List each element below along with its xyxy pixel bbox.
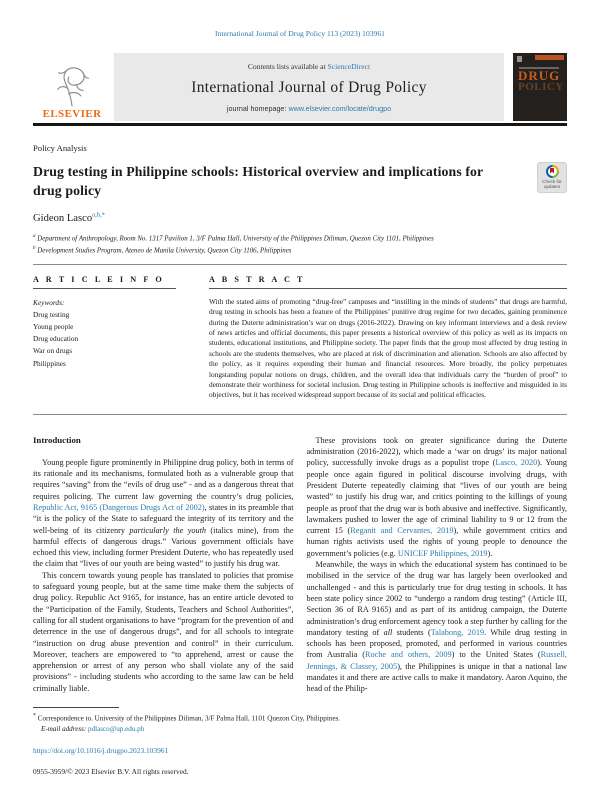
abstract-heading: A B S T R A C T: [209, 274, 306, 284]
elsevier-wordmark: ELSEVIER: [42, 108, 102, 120]
text-segment: ) to the United States (: [451, 650, 541, 660]
author-name[interactable]: Gideon Lasco: [33, 213, 93, 225]
citation-link[interactable]: Reganit and Cervantes, 2019: [350, 526, 454, 536]
article-title: Drug testing in Philippine schools: Historical overview and implications for drug policy: [33, 163, 484, 198]
text-segment: Young people figure prominently in Philippine drug policy, both in terms of its rationale and its mechanisms, formulated both as a vulnerable group that requires “saving” from the “evils of drug use” - and as a dangerous threat that requires policing. The current law governing the country’s drug policies,: [33, 457, 294, 501]
text-segment: ).: [487, 548, 493, 558]
elsevier-tree-icon: [50, 64, 94, 108]
body-paragraph: [307, 435, 568, 559]
text-segment: , states in its preamble that “it is the policy of the State to safeguard the integrity of its territory and the well-being of its citizenry: [33, 502, 294, 535]
body-right-column: [307, 435, 568, 695]
author-line: [33, 213, 567, 224]
info-abstract-section: [33, 275, 567, 401]
citation-link[interactable]: Lasco, 2020: [495, 458, 538, 468]
email-link[interactable]: pdlasco@up.edu.ph: [88, 724, 145, 733]
citation-link[interactable]: Roche and others, 2009: [365, 650, 452, 660]
text-segment: . While drug testing in schools has been proposed, promoted, and performed in various countries from Australia (: [306, 627, 567, 660]
check-for-updates-badge[interactable]: [537, 162, 567, 193]
sciencedirect-link[interactable]: ScienceDirect: [327, 62, 371, 71]
text-segment: (italics mine), from the harmful effects of dangerous drugs.” Various government officials have echoed this view, including former President Duterte, who has repeatedly used the claim that “lives of our youth are being wasted” to justify his drug war.: [33, 525, 294, 569]
text-segment: ). Young people once again figured in political discourse involving drugs, with President Duterte repeatedly claiming that “lives of our youth are being wasted” to justify his drug war, and critics pointing to the killings of young people as proof that the drug war is both abusive and ineffective. Significantly, lawmakers pushed to lower the age of criminal liability to 9 or 12 from the current 15 (: [306, 458, 568, 536]
title-row: [33, 162, 567, 201]
citation-link[interactable]: Republic Act, 9165 (Dangerous Drugs Act of 2002): [33, 502, 205, 512]
text-segment: ), the Philippines is unique in that a national law mandates it and there are active calls to make it mandatory. Aaron Aquino, the head of the Philip-: [306, 661, 567, 694]
masthead-divider: [33, 123, 567, 126]
running-head-citation[interactable]: International Journal of Drug Policy 113 (2023) 103961: [215, 29, 385, 38]
article-type-label: Policy Analysis: [33, 142, 87, 153]
footnote-divider: [33, 707, 119, 708]
right-column-paragraphs: [307, 435, 568, 695]
article-info-heading: A R T I C L E I N F O: [33, 274, 165, 284]
citation-link[interactable]: Talabong, 2019: [430, 627, 485, 637]
email-line: [33, 724, 567, 734]
keyword-item: Drug testing: [33, 309, 70, 319]
keyword-item: War on drugs: [33, 346, 73, 356]
affiliations: [33, 233, 567, 256]
journal-cover-thumbnail[interactable]: [513, 53, 567, 121]
text-segment: ), while government critics and human rights activists used the rights of young people to denounce the government’s policies (e.g.: [306, 526, 568, 558]
article-info-column: [33, 275, 176, 401]
elsevier-logo[interactable]: [33, 53, 111, 121]
text-segment: all: [383, 627, 393, 637]
homepage-line: [118, 104, 500, 113]
abstract-divider: [33, 414, 567, 415]
body-paragraph: [33, 570, 294, 694]
contents-prefix: Contents lists available at: [247, 62, 328, 71]
bookmark-icon: [550, 168, 554, 174]
doi-link[interactable]: https://doi.org/10.1016/j.drugpo.2023.103961: [33, 745, 169, 755]
correspondence-line: * Correspondence to. University of the Philippines Diliman, 3/F Palma Hall, 1101 Quezon City, Philippines.: [33, 713, 341, 723]
contents-line: [118, 62, 500, 71]
body-paragraph: [33, 457, 294, 570]
email-label: E-mail address:: [41, 724, 87, 733]
abstract-text: With the stated aims of promoting “drug-free” campuses and “instilling in the minds of students” that drugs are harmful, drug testing in schools has been a feature of the Philippines’ punitive drug regime for two decades, gaining prominence during the Duterte administration’s war on drugs (2016-2022). Drawing on key informant interviews and a desk review of news articles and official documents, this paper presents a historical overview of this policy as well as its impacts on students, educational institutions, and Philippine society. The paper finds that the group most affected by drug testing in schools are the students themselves, who are placed at risk of discrimination and alienation. Schools are also affected by the policy, as it requires expending their human and financial resources. More broadly, the policy perpetuates longstanding popular notions on drugs, children, and the overall idea that individuals carry the “burden of proof” to demonstrate their worthiness for societal inclusion. Drug testing in Philippine schools is ineffective and misguided in its objectives, but it has received widespread support because of its social and political efficacies.: [209, 296, 567, 400]
copyright-line: 0955-3959/© 2023 Elsevier B.V. All rights reserved.: [33, 766, 189, 776]
introduction-heading: Introduction: [33, 434, 81, 445]
keyword-item: Young people: [33, 321, 74, 331]
text-segment: This concern towards young people has translated to policies that promise to safeguard young people, but at the same time make them the subjects of drug policy. Republic Act 9165, for instance, has an entire article devoted to the “Participation of the Family, Students, Teachers and School Authorities”, calling for all student organisations to have “program for the prevention of and deterrence in the use of dangerous drugs”, and for all schools to integrate “instruction on drug abuse prevention and control” in their curriculum. Moreover, teachers are empowered to “to apprehend, arrest or cause the apprehension or arrest of any person who shall violate any of the said provisions” - including students who according to the same law can be held criminally liable.: [33, 570, 294, 693]
masthead: [33, 53, 567, 121]
crossmark-icon: [546, 165, 559, 178]
text-segment: Meanwhile, the ways in which the educational system has continued to be mobilised in the service of the drug war has largely been overlooked and unchallenged - and this is particularly true for drug testing in schools. It has been state policy since 2002 to “undergo a random drug testing” (Article III, Section 36 of RA 9165) and as part of its antidrug campaign, the Duterte administration’s drug enforcement agency took a step further by calling for the mandatory testing of: [306, 560, 567, 637]
text-segment: students (: [392, 627, 431, 637]
journal-banner: [114, 53, 504, 121]
keyword-item: Drug education: [33, 334, 79, 344]
affiliation-b: $^b$ Development Studies Program, Ateneo de Manila University, Quezon City 1106, Philippines: [33, 245, 292, 254]
cover-accent-bar: [535, 55, 564, 60]
homepage-prefix: journal homepage:: [226, 104, 289, 113]
cover-title-line2: POLICY: [518, 81, 564, 93]
article-body: [33, 435, 567, 695]
correspondence-footnote: [33, 711, 567, 733]
journal-homepage-link[interactable]: www.elsevier.com/locate/drugpo: [288, 104, 392, 113]
author-superscript: a,b,*: [92, 211, 105, 219]
abstract-column: [209, 275, 567, 401]
journal-title: International Journal of Drug Policy: [191, 78, 427, 96]
citation-link[interactable]: UNICEF Philippines, 2019: [397, 548, 488, 558]
body-left-column: [33, 435, 294, 695]
text-segment: particularly the youth: [129, 525, 207, 535]
left-column-paragraphs: [33, 457, 294, 694]
keywords-label: Keywords:: [33, 297, 65, 307]
affiliation-a: $^a$ Department of Anthropology, Room No. 1317 Pavilion 1, 3/F Palma Hall, University of the Philippines Diliman, Quezon City 1101, Philippines: [33, 234, 434, 243]
text-segment: These provisions took on greater significance during the Duterte administration (2016-2022), which made a ‘war on drugs’ its major national policy, successfully invoke drugs as a populist trope (: [306, 435, 567, 468]
body-paragraph: [307, 559, 568, 695]
cover-title-line1: DRUG: [518, 68, 561, 83]
keyword-item: Philippines: [33, 358, 66, 368]
header-divider: [33, 264, 567, 265]
citation-link[interactable]: Russell, Jennings, & Classey, 2005: [306, 650, 567, 671]
cover-publisher-mark: [517, 56, 522, 62]
check-updates-label: Check for updates: [542, 178, 562, 189]
